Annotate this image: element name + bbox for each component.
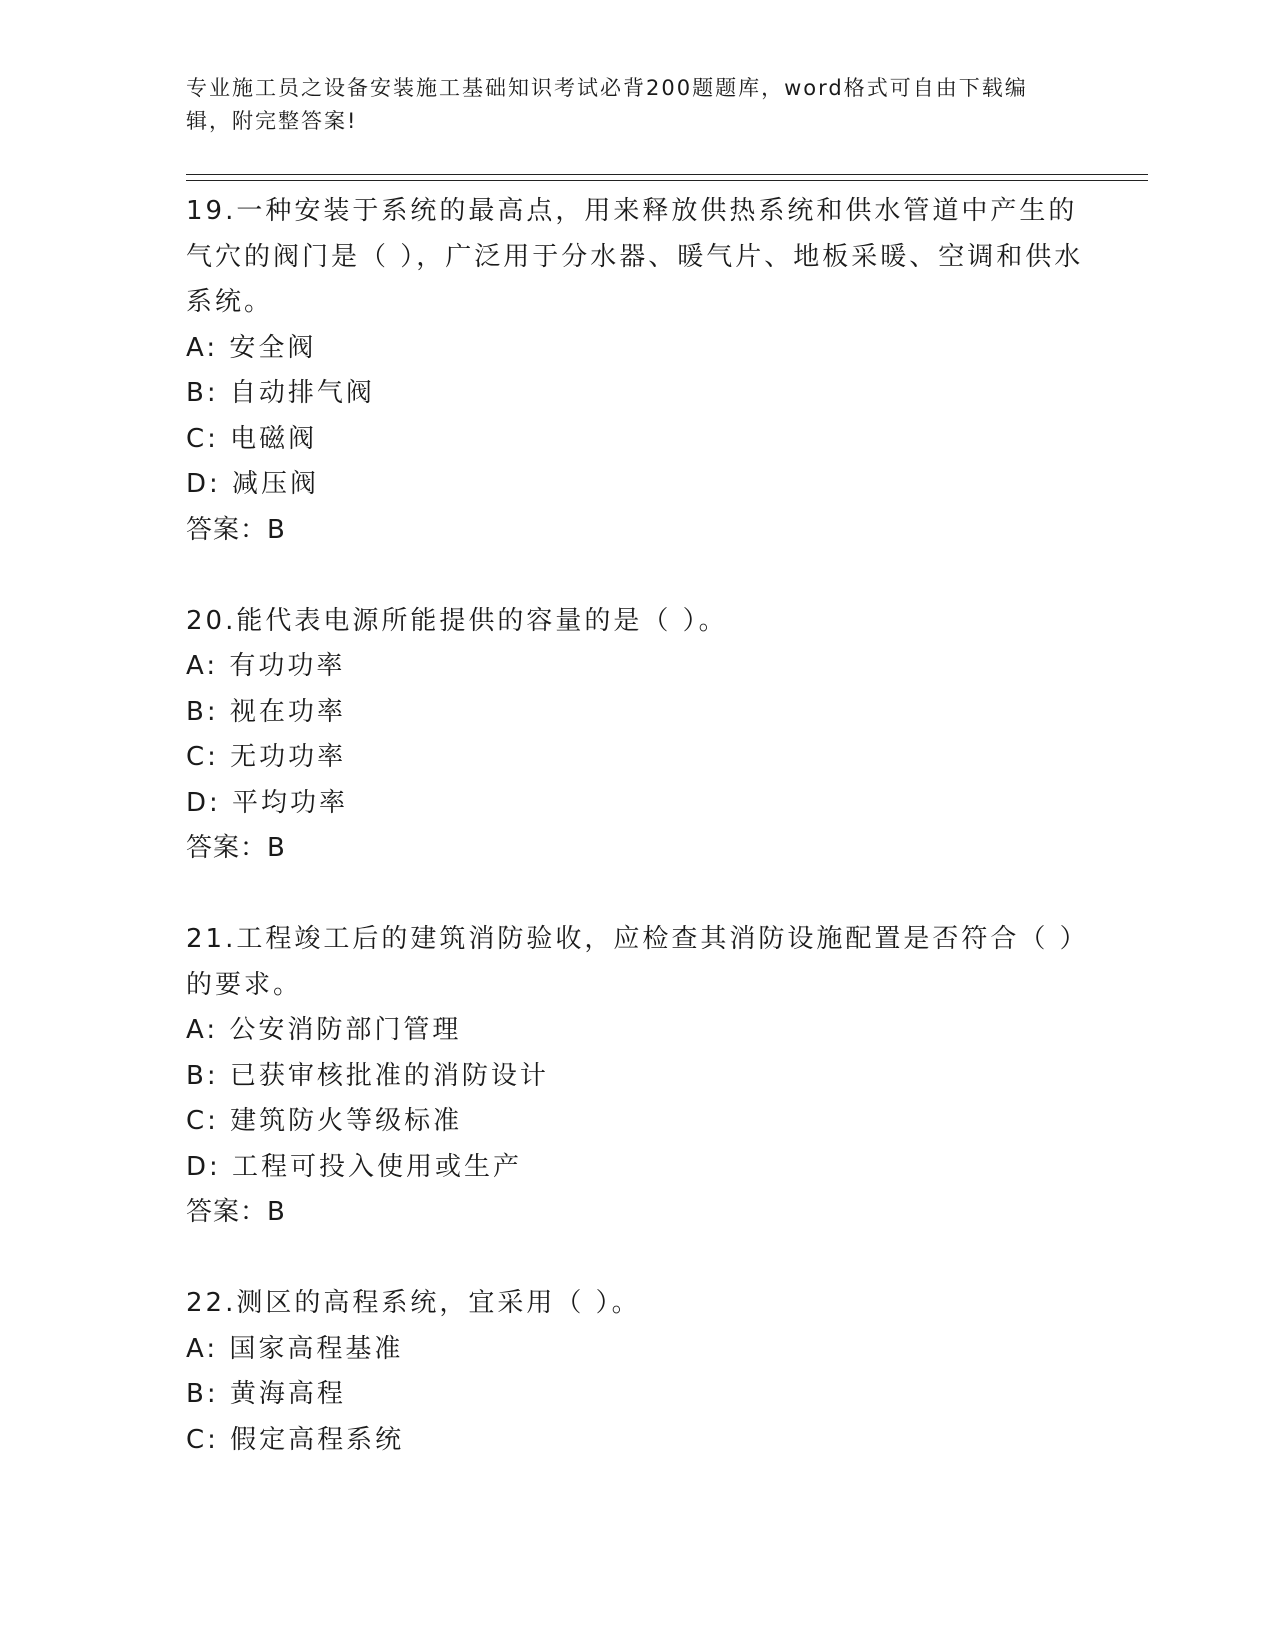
header-divider-top <box>186 174 1148 175</box>
question-list <box>186 189 1086 1463</box>
question-20 <box>186 599 1086 872</box>
question-21 <box>186 917 1086 1236</box>
question-text: 20.能代表电源所能提供的容量的是（ ）。 <box>186 605 728 636</box>
option-b: B: 已获审核批准的消防设计 <box>186 1060 549 1091</box>
question-22 <box>186 1281 1086 1463</box>
option-d: D: 平均功率 <box>186 787 349 818</box>
option-b: B: 自动排气阀 <box>186 378 375 408</box>
option-c: C: 建筑防火等级标准 <box>186 1106 463 1136</box>
answer-line: 答案：B <box>186 1197 286 1227</box>
document-header: 专业施工员之设备安装施工基础知识考试必背200题题库，word格式可自由下载编辑，附完整答案! <box>186 76 1028 133</box>
question-spacer <box>186 1236 1086 1282</box>
question-spacer <box>186 553 1086 599</box>
option-d: D: 工程可投入使用或生产 <box>186 1151 523 1182</box>
option-b: B: 视在功率 <box>186 696 346 727</box>
option-a: A: 有功功率 <box>186 651 346 681</box>
option-b: B: 黄海高程 <box>186 1379 346 1409</box>
question-19 <box>186 189 1086 553</box>
option-c: C: 电磁阀 <box>186 423 318 454</box>
option-a: A: 公安消防部门管理 <box>186 1015 462 1045</box>
question-text: 22.测区的高程系统，宜采用（ ）。 <box>186 1288 641 1318</box>
option-a: A: 国家高程基准 <box>186 1333 404 1364</box>
header-divider-bottom <box>186 180 1148 181</box>
option-c: C: 假定高程系统 <box>186 1424 405 1455</box>
question-text: 21.工程竣工后的建筑消防验收，应检查其消防设施配置是否符合（ ）的要求。 <box>186 924 1076 1000</box>
option-c: C: 无功功率 <box>186 742 347 772</box>
answer-line: 答案：B <box>186 514 286 545</box>
option-d: D: 减压阀 <box>186 469 320 499</box>
option-a: A: 安全阀 <box>186 332 317 363</box>
question-text: 19.一种安装于系统的最高点，用来释放供热系统和供水管道中产生的气穴的阀门是（ ），广泛用于分水器、暖气片、地板采暖、空调和供水系统。 <box>186 196 1084 317</box>
question-spacer <box>186 872 1086 918</box>
answer-line: 答案：B <box>186 833 286 863</box>
